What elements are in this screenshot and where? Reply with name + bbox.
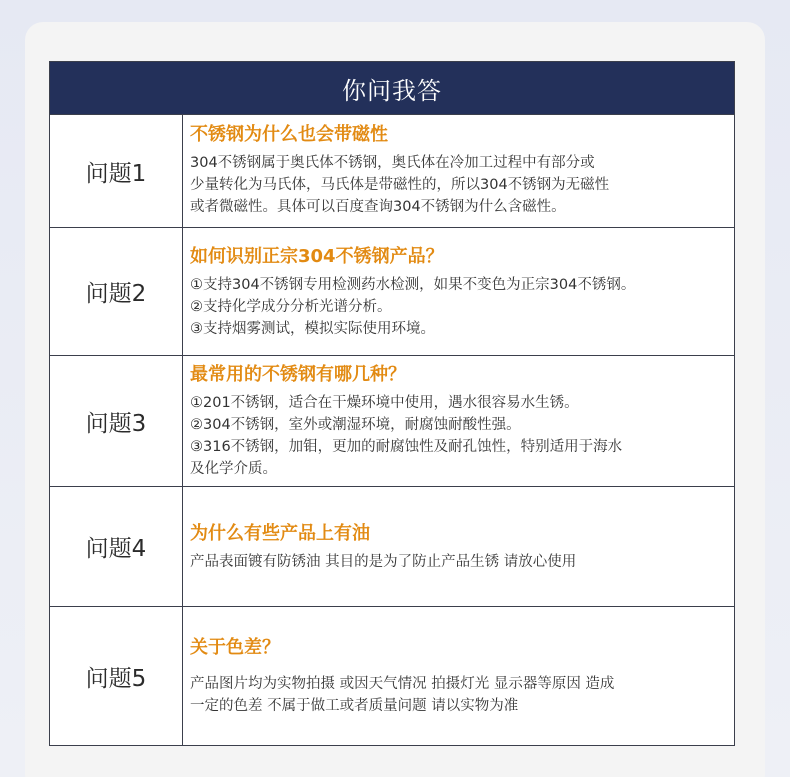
answer-title: 如何识别正宗304不锈钢产品？ — [190, 245, 444, 267]
answer-title: 为什么有些产品上有油 — [190, 522, 370, 544]
answer-line: 或者微磁性。具体可以百度查询304不锈钢为什么含磁性。 — [190, 199, 566, 215]
question-label: 问题4 — [50, 487, 183, 606]
answer-line: 少量转化为马氏体，马氏体是带磁性的，所以304不锈钢为无磁性 — [190, 177, 610, 193]
faq-table — [49, 61, 735, 746]
answer-cell — [183, 356, 734, 486]
answer-line: 304不锈钢属于奥氏体不锈钢，奥氏体在冷加工过程中有部分或 — [190, 155, 595, 171]
answer-cell — [183, 228, 734, 355]
faq-row-5 — [50, 606, 734, 745]
answer-line: 产品图片均为实物拍摄 或因天气情况 拍摄灯光 显示器等原因 造成 — [190, 676, 615, 692]
answer-line: 及化学介质。 — [190, 461, 277, 477]
answer-line: ③支持烟雾测试，模拟实际使用环境。 — [190, 320, 435, 337]
faq-row-1 — [50, 114, 734, 227]
answer-line: 一定的色差 不属于做工或者质量问题 请以实物为准 — [190, 698, 519, 714]
answer-line: ②304不锈钢，室外或潮湿环境，耐腐蚀耐酸性强。 — [190, 417, 521, 433]
answer-title: 最常用的不锈钢有哪几种？ — [190, 364, 406, 385]
answer-line: ②支持化学成分分析光谱分析。 — [190, 298, 392, 315]
question-label: 问题2 — [50, 228, 183, 355]
faq-header-title: 你问我答 — [342, 76, 442, 105]
answer-cell — [183, 607, 734, 745]
answer-title: 不锈钢为什么也会带磁性 — [190, 124, 388, 145]
answer-line: ③316不锈钢，加钼，更加的耐腐蚀性及耐孔蚀性，特别适用于海水 — [190, 439, 623, 455]
question-label: 问题5 — [50, 607, 183, 745]
answer-line: 产品表面镀有防锈油 其目的是为了防止产品生锈 请放心使用 — [190, 553, 577, 570]
answer-line: ①支持304不锈钢专用检测药水检测，如果不变色为正宗304不锈钢。 — [190, 276, 636, 293]
question-label: 问题1 — [50, 115, 183, 227]
faq-row-2 — [50, 227, 734, 355]
faq-row-3 — [50, 355, 734, 486]
question-label: 问题3 — [50, 356, 183, 486]
faq-row-4 — [50, 486, 734, 606]
answer-cell — [183, 487, 734, 606]
answer-title: 关于色差？ — [190, 637, 280, 658]
answer-line: ①201不锈钢，适合在干燥环境中使用，遇水很容易水生锈。 — [190, 395, 579, 411]
answer-cell — [183, 115, 734, 227]
faq-header — [50, 62, 734, 114]
